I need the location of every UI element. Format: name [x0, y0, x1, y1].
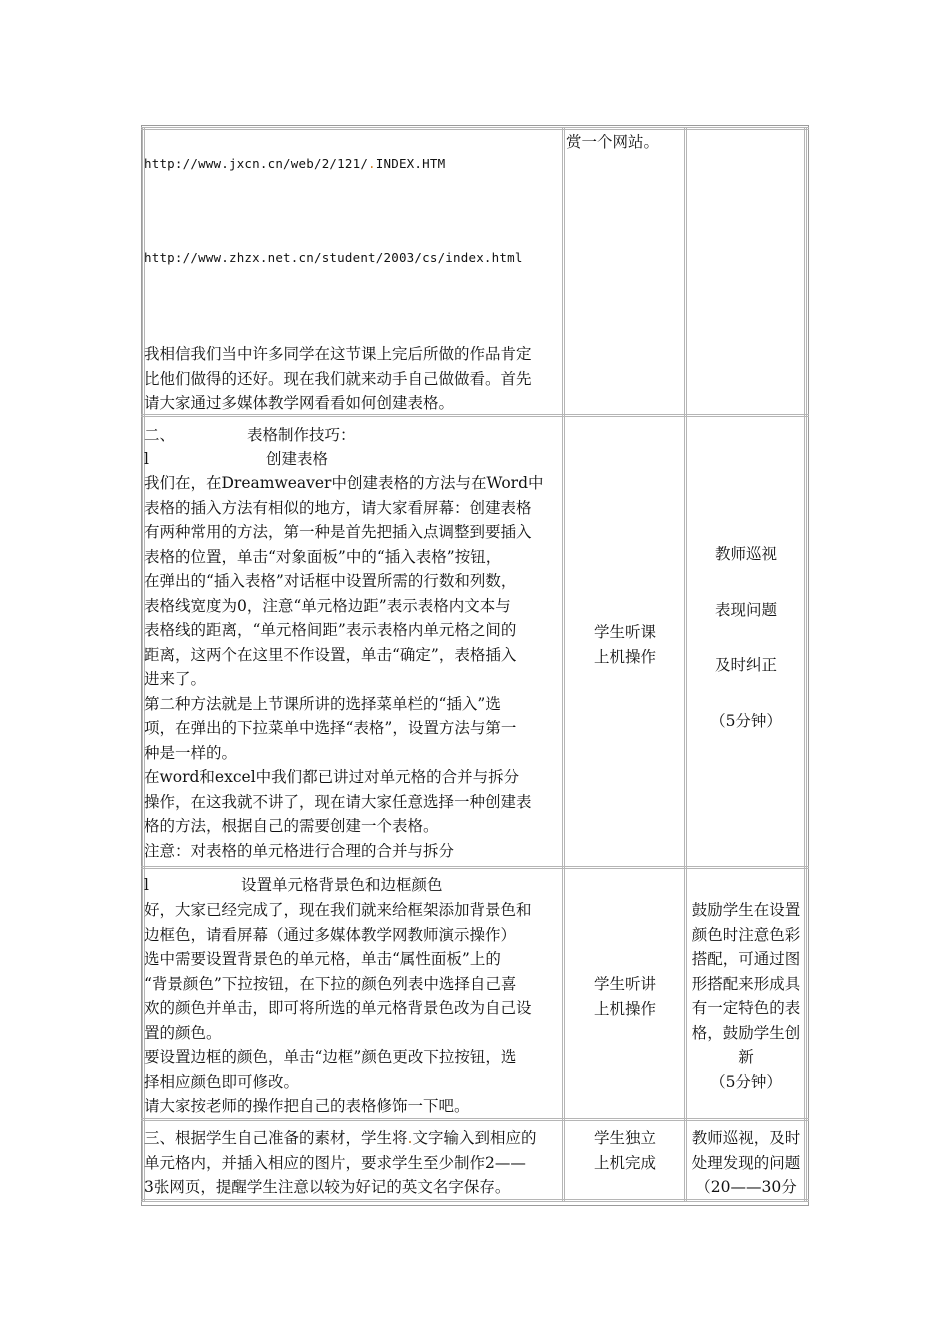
subheading: l 设置单元格背景色和边框颜色 — [144, 876, 443, 894]
url-text: http://www.jxcn.cn/web/2/121/.INDEX.HTM — [144, 156, 446, 171]
table-border-top — [141, 127, 809, 130]
paragraph: 三、根据学生自己准备的素材，学生将.文字输入到相应的 单元格内，并插入相应的图片，要求学生至少制作2—— 3张网页，提醒学生注意以较为好记的英文名字保存。 — [144, 1129, 537, 1196]
paragraph: 好，大家已经完成了，现在我们就来给框架添加背景色和 边框色，请看屏幕（通过多媒体教学网教师演示操作） 选中需要设置背景色的单元格，单击“属性面板”上的 “背景颜色”下拉按钮，在下拉的颜色列表中选择自己喜 欢的颜色并单击，即可将所选的单元格背景色改为自己设 置的颜色。 要设置边框的颜色，单击“边框”颜色更改下拉按钮，选 择相应颜色即可修改。 请大家按老师的操作把自己的表格修饰一下吧。 — [144, 901, 532, 1115]
paragraph: 我们在，在Dreamweaver中创建表格的方法与在Word中 表格的插入方法有相似的地方，请大家看屏幕：创建表格 有两种常用的方法，第一种是首先把插入点调整到要插入 表格的位置，单击“对象面板”中的“插入表格”按钮， 在弹出的“插入表格”对话框中设置所需的行数和列数， 表格线宽度为0，注意“单元格边距”表示表格内文本与 表格线的距离，“单元格间距”表示表格内单元格之间的 距离，这两个在这里不作设置，单击“确定”，表格插入 进来了。 第二种方法就是上节课所讲的选择菜单栏的“插入”选 项，在弹出的下拉菜单中选择“表格”，设置方法与第一 种是一样的。 在word和excel中我们都已讲过对单元格的合并与拆分 操作，在这我就不讲了，现在请大家任意选择一种创建表 格的方法，根据自己的需要创建一个表格。 注意：对表格的单元格进行合理的合并与拆分 — [144, 474, 544, 860]
row-divider — [141, 866, 809, 869]
paragraph: 我相信我们当中许多同学在这节课上完后所做的作品肯定 比他们做得的还好。现在我们就来动手自己做做看。首先 请大家通过多媒体教学网看看如何创建表格。 — [144, 345, 532, 412]
teacher-cell: 鼓励学生在设置 颜色时注意色彩 搭配，可通过图 形搭配来形成具 有一定特色的表 格，鼓励学生创 新 （5分钟） — [691, 901, 801, 1091]
section-heading: 二、 表格制作技巧： — [144, 426, 356, 444]
subheading: l 创建表格 — [144, 450, 328, 468]
url-text: http://www.zhzx.net.cn/student/2003/cs/index.html — [144, 250, 523, 265]
activity-cell: 学生听课 上机操作 — [593, 623, 656, 666]
teacher-cell: 教师巡视，及时 处理发现的问题 （20——30分 — [691, 1129, 801, 1196]
activity-cell: 学生听讲 上机操作 — [593, 975, 656, 1018]
activity-cell: 赏一个网站。 — [566, 133, 660, 151]
activity-cell: 学生独立 上机完成 — [593, 1129, 656, 1172]
teacher-cell: 教师巡视 表现问题 及时纠正 （5分钟） — [710, 545, 782, 730]
